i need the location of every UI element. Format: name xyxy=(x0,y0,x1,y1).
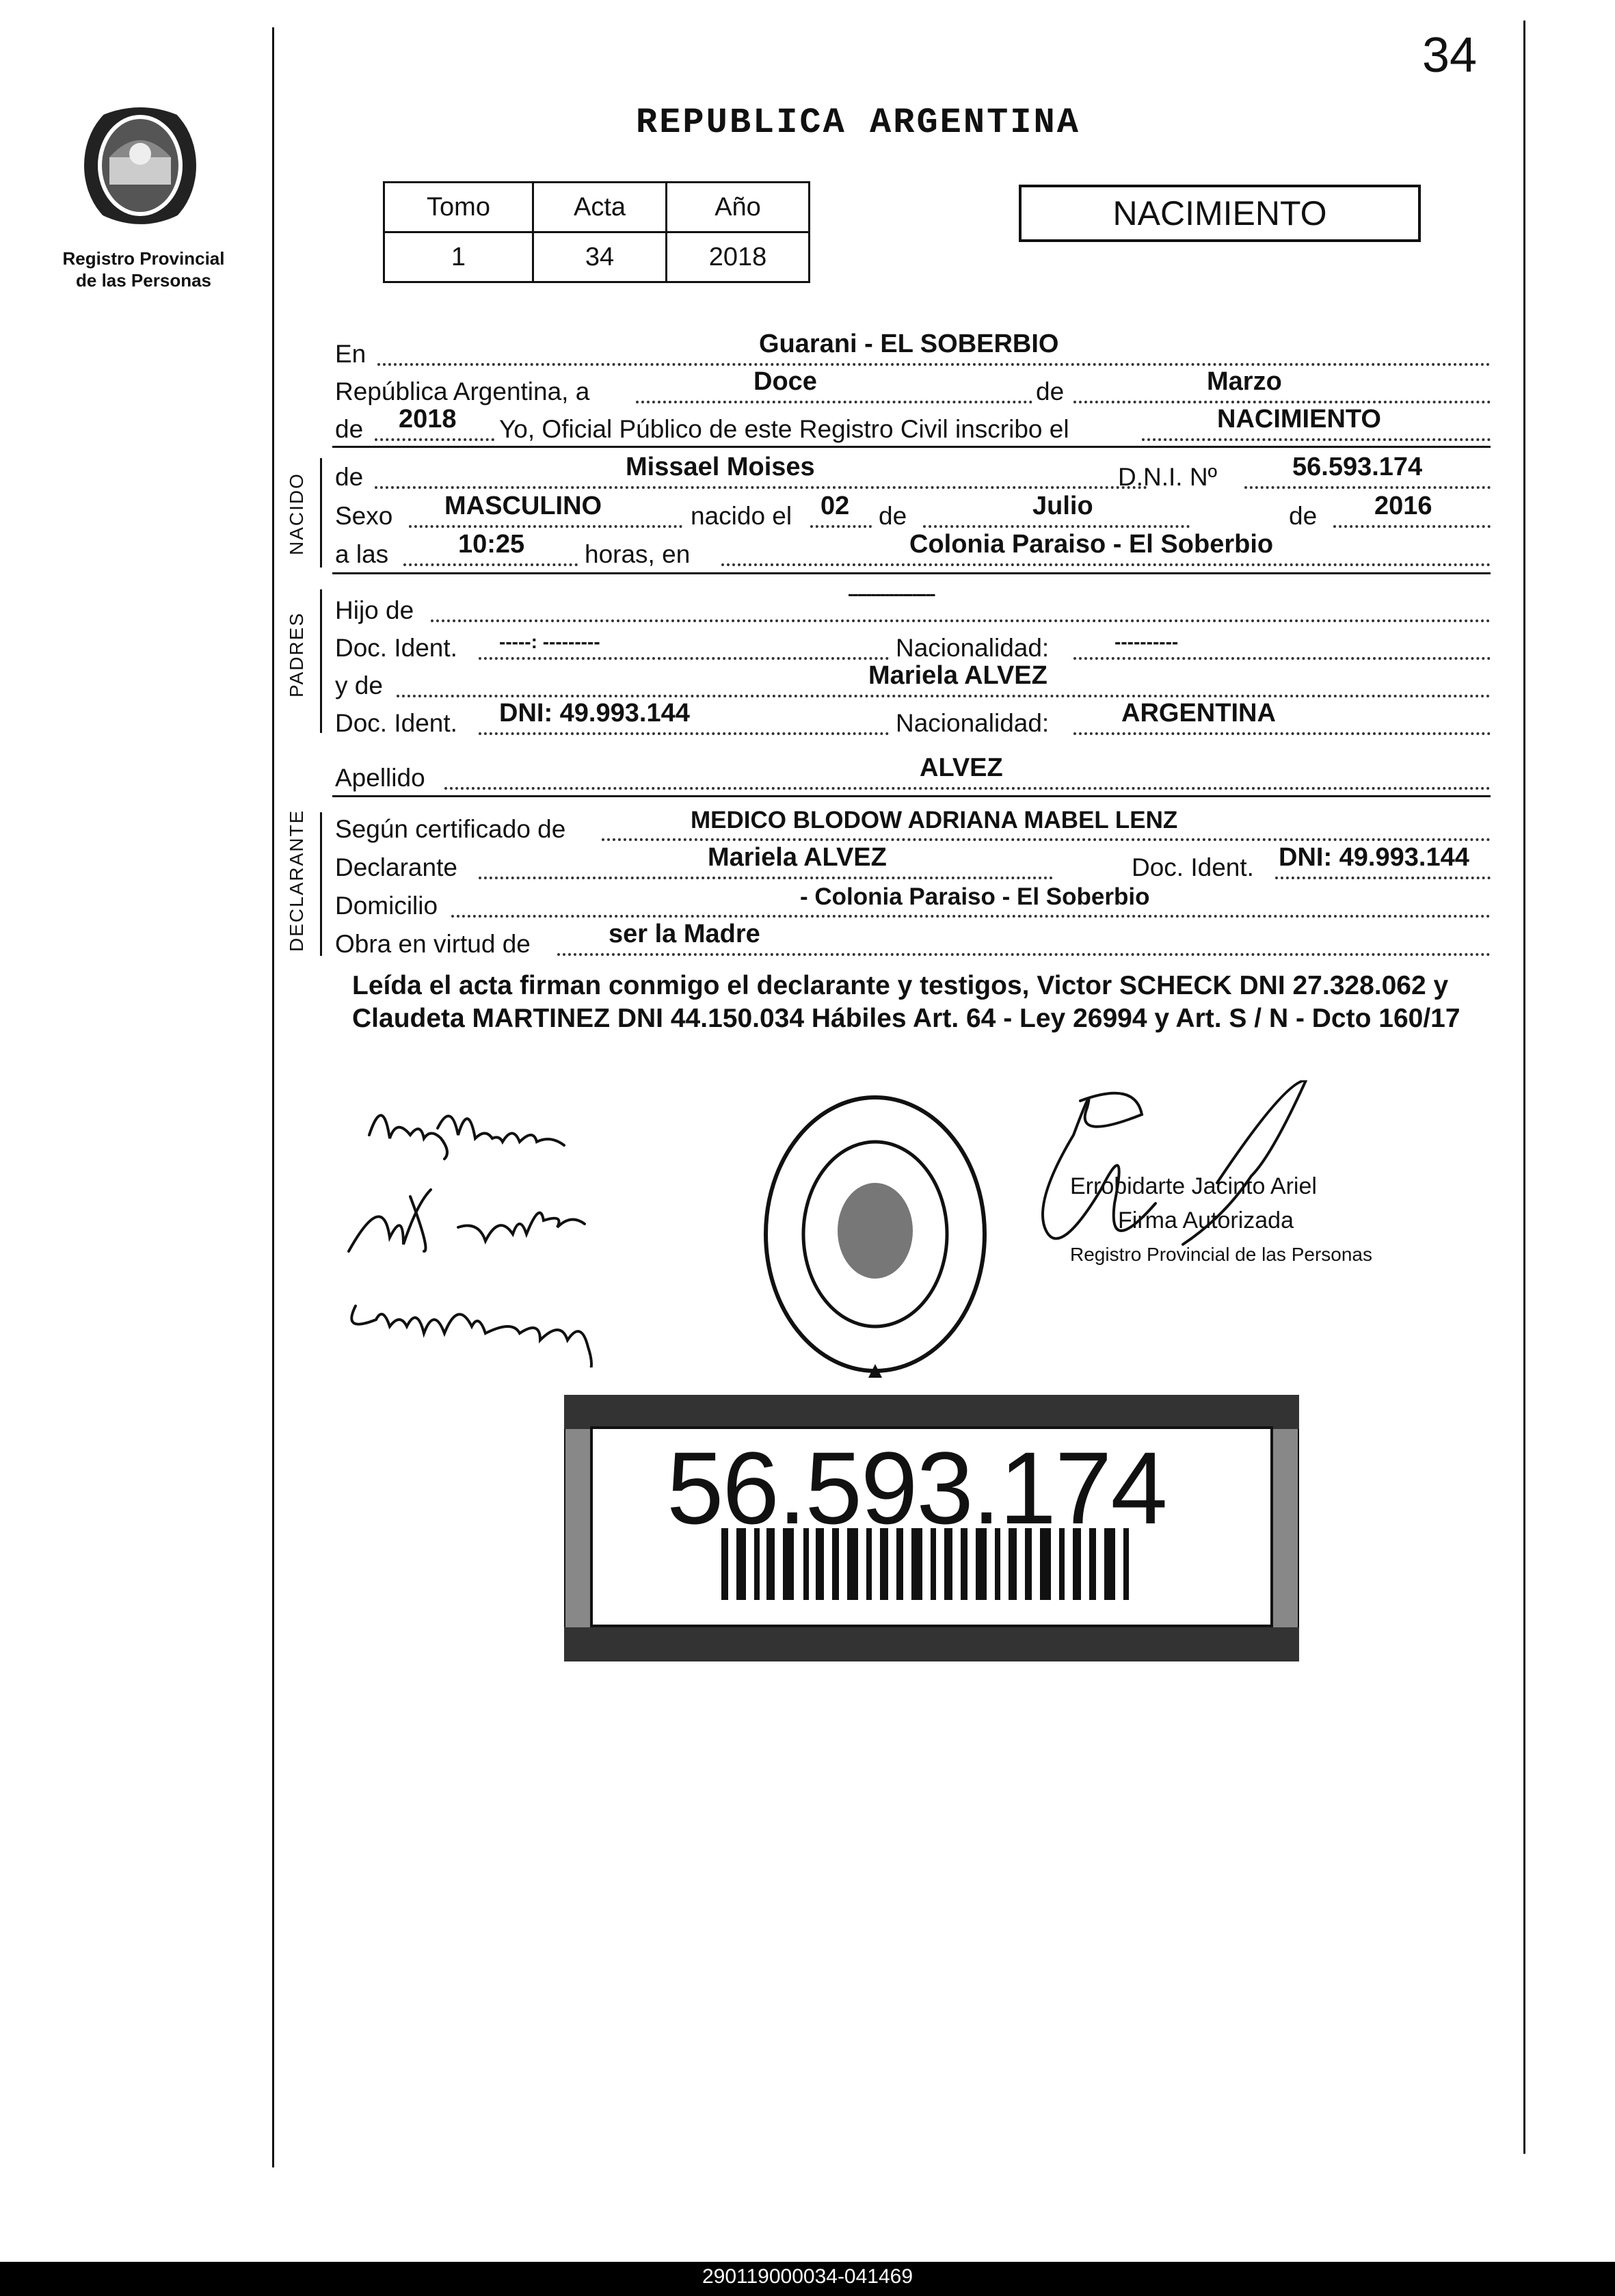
ano-value: 2018 xyxy=(667,232,810,282)
row-nacido-time xyxy=(335,532,1491,572)
mother-doc: DNI: 49.993.144 xyxy=(499,699,690,727)
dotted-line xyxy=(557,953,1491,956)
row-obra xyxy=(335,922,1491,961)
left-margin-line xyxy=(272,27,274,2167)
row-certificado xyxy=(335,807,1491,846)
mother-nationality: ARGENTINA xyxy=(1121,699,1276,727)
tomo-header: Tomo xyxy=(384,183,533,232)
footer-code: 290119000034-041469 xyxy=(702,2265,913,2288)
section-declarante: DECLARANTE xyxy=(286,809,307,952)
label-de: de xyxy=(335,415,364,443)
label-doc-ident: Doc. Ident. xyxy=(335,634,457,662)
id-number: 56.593.174 xyxy=(667,1430,1166,1545)
label-nacido-el: nacido el xyxy=(691,502,792,530)
father-name: ------------------- xyxy=(848,583,935,604)
province-logo xyxy=(75,89,205,239)
dotted-line xyxy=(375,438,494,441)
label-hijo-de: Hijo de xyxy=(335,596,414,624)
dotted-line xyxy=(636,401,1032,403)
separator xyxy=(332,572,1491,574)
dotted-line xyxy=(602,838,1491,841)
child-name: Missael Moises xyxy=(626,453,815,481)
row-nacido-sex xyxy=(335,494,1491,533)
dotted-line xyxy=(810,525,872,528)
label-obra: Obra en virtud de xyxy=(335,930,531,958)
logo-caption xyxy=(41,248,246,291)
label-apellido: Apellido xyxy=(335,764,425,792)
record-table xyxy=(383,181,810,283)
signature-sckek-victor xyxy=(349,1190,585,1251)
section-padres: PADRES xyxy=(286,611,307,697)
row-declarante xyxy=(335,845,1491,885)
label-nacionalidad: Nacionalidad: xyxy=(896,709,1050,737)
place-value: Guarani - EL SOBERBIO xyxy=(759,330,1059,358)
declarante-value: Mariela ALVEZ xyxy=(708,843,887,872)
label-nacionalidad: Nacionalidad: xyxy=(896,634,1050,662)
birth-time: 10:25 xyxy=(458,530,525,559)
stamp-line1: Errobidarte Jacinto Ariel xyxy=(1070,1173,1317,1199)
domicilio-value: - Colonia Paraiso - El Soberbio xyxy=(800,883,1150,910)
dotted-line xyxy=(377,363,1491,366)
separator xyxy=(332,795,1491,797)
stamp-line2: Firma Autorizada xyxy=(1118,1207,1294,1233)
acta-value: 34 xyxy=(533,232,667,282)
declarante-doc: DNI: 49.993.144 xyxy=(1279,843,1469,872)
section-nacido: NACIDO xyxy=(286,472,307,555)
row-domicilio xyxy=(335,883,1491,923)
right-margin-line xyxy=(1523,21,1525,2154)
dotted-line xyxy=(409,525,682,528)
official-stamp xyxy=(1070,1169,1372,1272)
label-doc-ident: Doc. Ident. xyxy=(1132,853,1254,881)
certificado-value: MEDICO BLODOW ADRIANA MABEL LENZ xyxy=(691,807,1178,833)
dotted-line xyxy=(1142,438,1491,441)
acta-header: Acta xyxy=(533,183,667,232)
dotted-line xyxy=(923,525,1190,528)
nacido-bracket xyxy=(320,458,322,568)
child-dni: 56.593.174 xyxy=(1292,453,1423,481)
label-horas: horas, en xyxy=(585,540,691,568)
logo-caption-line2: de las Personas xyxy=(76,270,211,291)
label-inscribo: Yo, Oficial Público de este Registro Civil inscribo el xyxy=(499,415,1069,443)
stamp-line3: Registro Provincial de las Personas xyxy=(1070,1244,1372,1265)
father-nationality: ---------- xyxy=(1115,631,1179,652)
birth-year: 2016 xyxy=(1374,492,1432,520)
obra-value: ser la Madre xyxy=(609,920,760,948)
row-mother xyxy=(335,663,1491,703)
dotted-line xyxy=(1275,877,1491,879)
label-republica: República Argentina, a xyxy=(335,377,590,405)
separator xyxy=(332,446,1491,448)
dotted-line xyxy=(1244,486,1491,489)
birth-month: Julio xyxy=(1032,492,1093,520)
mother-name: Mariela ALVEZ xyxy=(868,661,1047,690)
row-date xyxy=(335,369,1491,409)
padres-bracket xyxy=(320,589,322,733)
page-number: 34 xyxy=(1422,28,1478,83)
signature-claudita-martinez xyxy=(351,1306,591,1367)
birth-place: Colonia Paraiso - El Soberbio xyxy=(909,530,1274,559)
label-de: de xyxy=(1036,377,1065,405)
dotted-line xyxy=(721,563,1491,566)
dotted-line xyxy=(451,915,1491,918)
label-de: de xyxy=(1289,502,1318,530)
dotted-line xyxy=(397,695,1491,697)
row-apellido xyxy=(335,753,1491,795)
declarante-bracket xyxy=(320,812,322,956)
apellido-value: ALVEZ xyxy=(920,753,1003,782)
label-sexo: Sexo xyxy=(335,502,393,530)
month-value: Marzo xyxy=(1207,367,1282,396)
row-father-doc xyxy=(335,626,1491,665)
act-value: NACIMIENTO xyxy=(1217,405,1381,433)
row-father xyxy=(335,583,1491,628)
delegation-seal xyxy=(759,1087,991,1381)
sex-value: MASCULINO xyxy=(444,492,602,520)
label-domicilio: Domicilio xyxy=(335,892,438,920)
label-dni: D.N.I. Nº xyxy=(1118,463,1218,491)
label-declarante: Declarante xyxy=(335,853,457,881)
label-de: de xyxy=(879,502,907,530)
label-doc-ident: Doc. Ident. xyxy=(335,709,457,737)
dotted-line xyxy=(479,877,1053,879)
signature-alvez-mariela xyxy=(369,1115,564,1159)
row-place xyxy=(335,332,1491,371)
label-en: En xyxy=(335,340,366,368)
dotted-line xyxy=(479,657,889,660)
dotted-line xyxy=(1073,401,1491,403)
ano-header: Año xyxy=(667,183,810,232)
logo-caption-line1: Registro Provincial xyxy=(62,248,225,269)
row-nacido-name xyxy=(335,455,1491,494)
dotted-line xyxy=(1333,525,1491,528)
birth-day: 02 xyxy=(820,492,850,520)
dotted-line xyxy=(479,732,889,735)
label-a-las: a las xyxy=(335,540,389,568)
dotted-line xyxy=(444,787,1491,790)
row-year xyxy=(335,407,1491,446)
dotted-line xyxy=(375,486,1147,489)
label-y-de: y de xyxy=(335,671,383,699)
label-de: de xyxy=(335,463,364,491)
label-certificado: Según certificado de xyxy=(335,815,566,843)
closing-statement: Leída el acta firman conmigo el declarante y testigos, Victor SCHECK DNI 27.328.062 y Claudeta MARTINEZ DNI 44.150.034 Hábiles Art. 64 - Ley 26994 y Art. S / N - Dcto 160/17 xyxy=(352,971,1460,1033)
dotted-line xyxy=(403,563,578,566)
act-type-box: NACIMIENTO xyxy=(1019,185,1421,242)
father-doc: -----: --------- xyxy=(499,631,600,652)
document-title: REPUBLICA ARGENTINA xyxy=(636,103,1080,143)
day-value: Doce xyxy=(753,367,817,396)
dotted-line xyxy=(1073,657,1491,660)
tomo-value: 1 xyxy=(384,232,533,282)
dotted-line xyxy=(1073,732,1491,735)
year-value: 2018 xyxy=(399,405,457,433)
row-mother-doc xyxy=(335,701,1491,740)
dotted-line xyxy=(431,619,1491,622)
